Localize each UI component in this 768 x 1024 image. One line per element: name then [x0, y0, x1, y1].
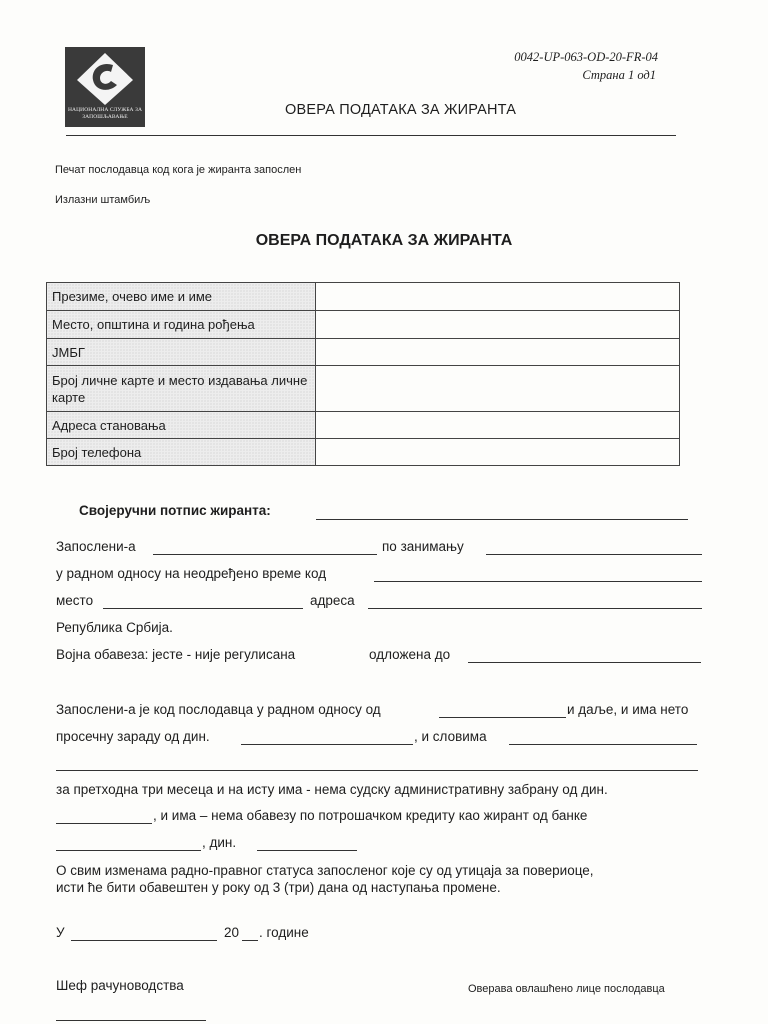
row-value-id-card[interactable]	[316, 366, 680, 412]
sign-place-line[interactable]	[71, 940, 217, 941]
notice-line-2: исти ће бити обавештен у року од 3 (три) дана од наступања промене.	[56, 880, 501, 895]
address-label: адреса	[310, 593, 355, 608]
salary-label: просечну зараду од дин.	[56, 729, 210, 744]
in-place-label: У	[56, 925, 65, 940]
row-value-birthplace[interactable]	[316, 311, 680, 339]
occupation-label: по занимању	[382, 539, 464, 554]
page-number: Страна 1 од1	[582, 68, 656, 82]
document-number: 0042-UP-063-OD-20-FR-04	[514, 50, 658, 64]
table-row	[47, 283, 680, 311]
salary-amount-line[interactable]	[241, 744, 413, 745]
row-value-address[interactable]	[316, 412, 680, 439]
employer-line[interactable]	[374, 581, 702, 582]
row-value-jmbg[interactable]	[316, 339, 680, 366]
year-suffix: . године	[259, 925, 309, 940]
garnishment-amount-line[interactable]	[56, 823, 152, 824]
garnishment-label: за претходна три месеца и на исту има - нема судску административну забрану од дин.	[56, 782, 608, 797]
signature-line[interactable]	[316, 519, 688, 520]
address-line[interactable]	[368, 608, 702, 609]
employed-since-label: Запослени-а је код послодавца у радном односу од	[56, 702, 381, 717]
row-label-address: Адреса становања	[47, 412, 316, 439]
deferred-label: одложена до	[369, 647, 451, 662]
employer-stamp-label: Печат послодавца код кога је жиранта запослен	[55, 164, 302, 176]
place-line[interactable]	[103, 608, 303, 609]
year-prefix: 20	[224, 925, 240, 940]
place-label: место	[56, 593, 94, 608]
deferred-until-line[interactable]	[468, 662, 701, 663]
table-row	[47, 439, 680, 466]
organization-logo	[65, 47, 145, 127]
credit-obligation-label: , и има – нема обавезу по потрошачком кредиту као жирант од банке	[153, 808, 588, 823]
row-value-name[interactable]	[316, 283, 680, 311]
guarantor-data-table	[46, 282, 680, 466]
row-label-id-card: Број личне карте и место издавања личне карте	[47, 366, 316, 412]
row-label-phone: Број телефона	[47, 439, 316, 466]
military-obligation-label: Војна обавеза: јесте - није регулисана	[56, 647, 296, 662]
main-title: ОВЕРА ПОДАТАКА ЗА ЖИРАНТА	[255, 232, 513, 249]
header-title: ОВЕРА ПОДАТАКА ЗА ЖИРАНТА	[285, 102, 517, 118]
year-line[interactable]	[242, 940, 258, 941]
table-row	[47, 366, 680, 412]
in-words-label: , и словима	[414, 729, 487, 744]
outgoing-stamp-label: Излазни штамбиљ	[55, 194, 151, 206]
logo-text: НАЦИОНАЛНА СЛУЖБА ЗА ЗАПОШЉАВАЊЕ	[67, 107, 143, 120]
bank-line[interactable]	[56, 850, 201, 851]
authorized-person-label: Оверава овлашћено лице послодавца	[468, 983, 665, 995]
row-label-jmbg: ЈМБГ	[47, 339, 316, 366]
row-label-birthplace: Место, општина и година рођења	[47, 311, 316, 339]
header-divider	[66, 135, 676, 136]
table-row	[47, 311, 680, 339]
employed-since-line[interactable]	[439, 717, 566, 718]
table-row	[47, 339, 680, 366]
employed-label: Запослени-а	[56, 539, 136, 554]
din-label: , дин.	[202, 835, 237, 850]
chief-accountant-signature-line[interactable]	[56, 1020, 206, 1021]
employed-name-line[interactable]	[153, 554, 377, 555]
occupation-line[interactable]	[486, 554, 702, 555]
chief-accountant-label: Шеф рачуноводства	[56, 978, 184, 993]
and-further-label: и даље, и има нето	[567, 702, 689, 717]
signature-label: Својеручни потпис жиранта:	[79, 503, 271, 518]
row-value-phone[interactable]	[316, 439, 680, 466]
salary-words-line[interactable]	[509, 744, 697, 745]
republic-text: Република Србија.	[56, 620, 173, 635]
din-amount-line[interactable]	[257, 850, 357, 851]
permanent-employment-label: у радном односу на неодређено време код	[56, 566, 327, 581]
salary-words-continuation-line[interactable]	[56, 770, 698, 771]
notice-line-1: О свим изменама радно-правног статуса запосленог које су од утицаја за повериоце,	[56, 863, 594, 878]
row-label-name: Презиме, очево име и име	[47, 283, 316, 311]
table-row	[47, 412, 680, 439]
logo-emblem-icon	[65, 47, 145, 107]
